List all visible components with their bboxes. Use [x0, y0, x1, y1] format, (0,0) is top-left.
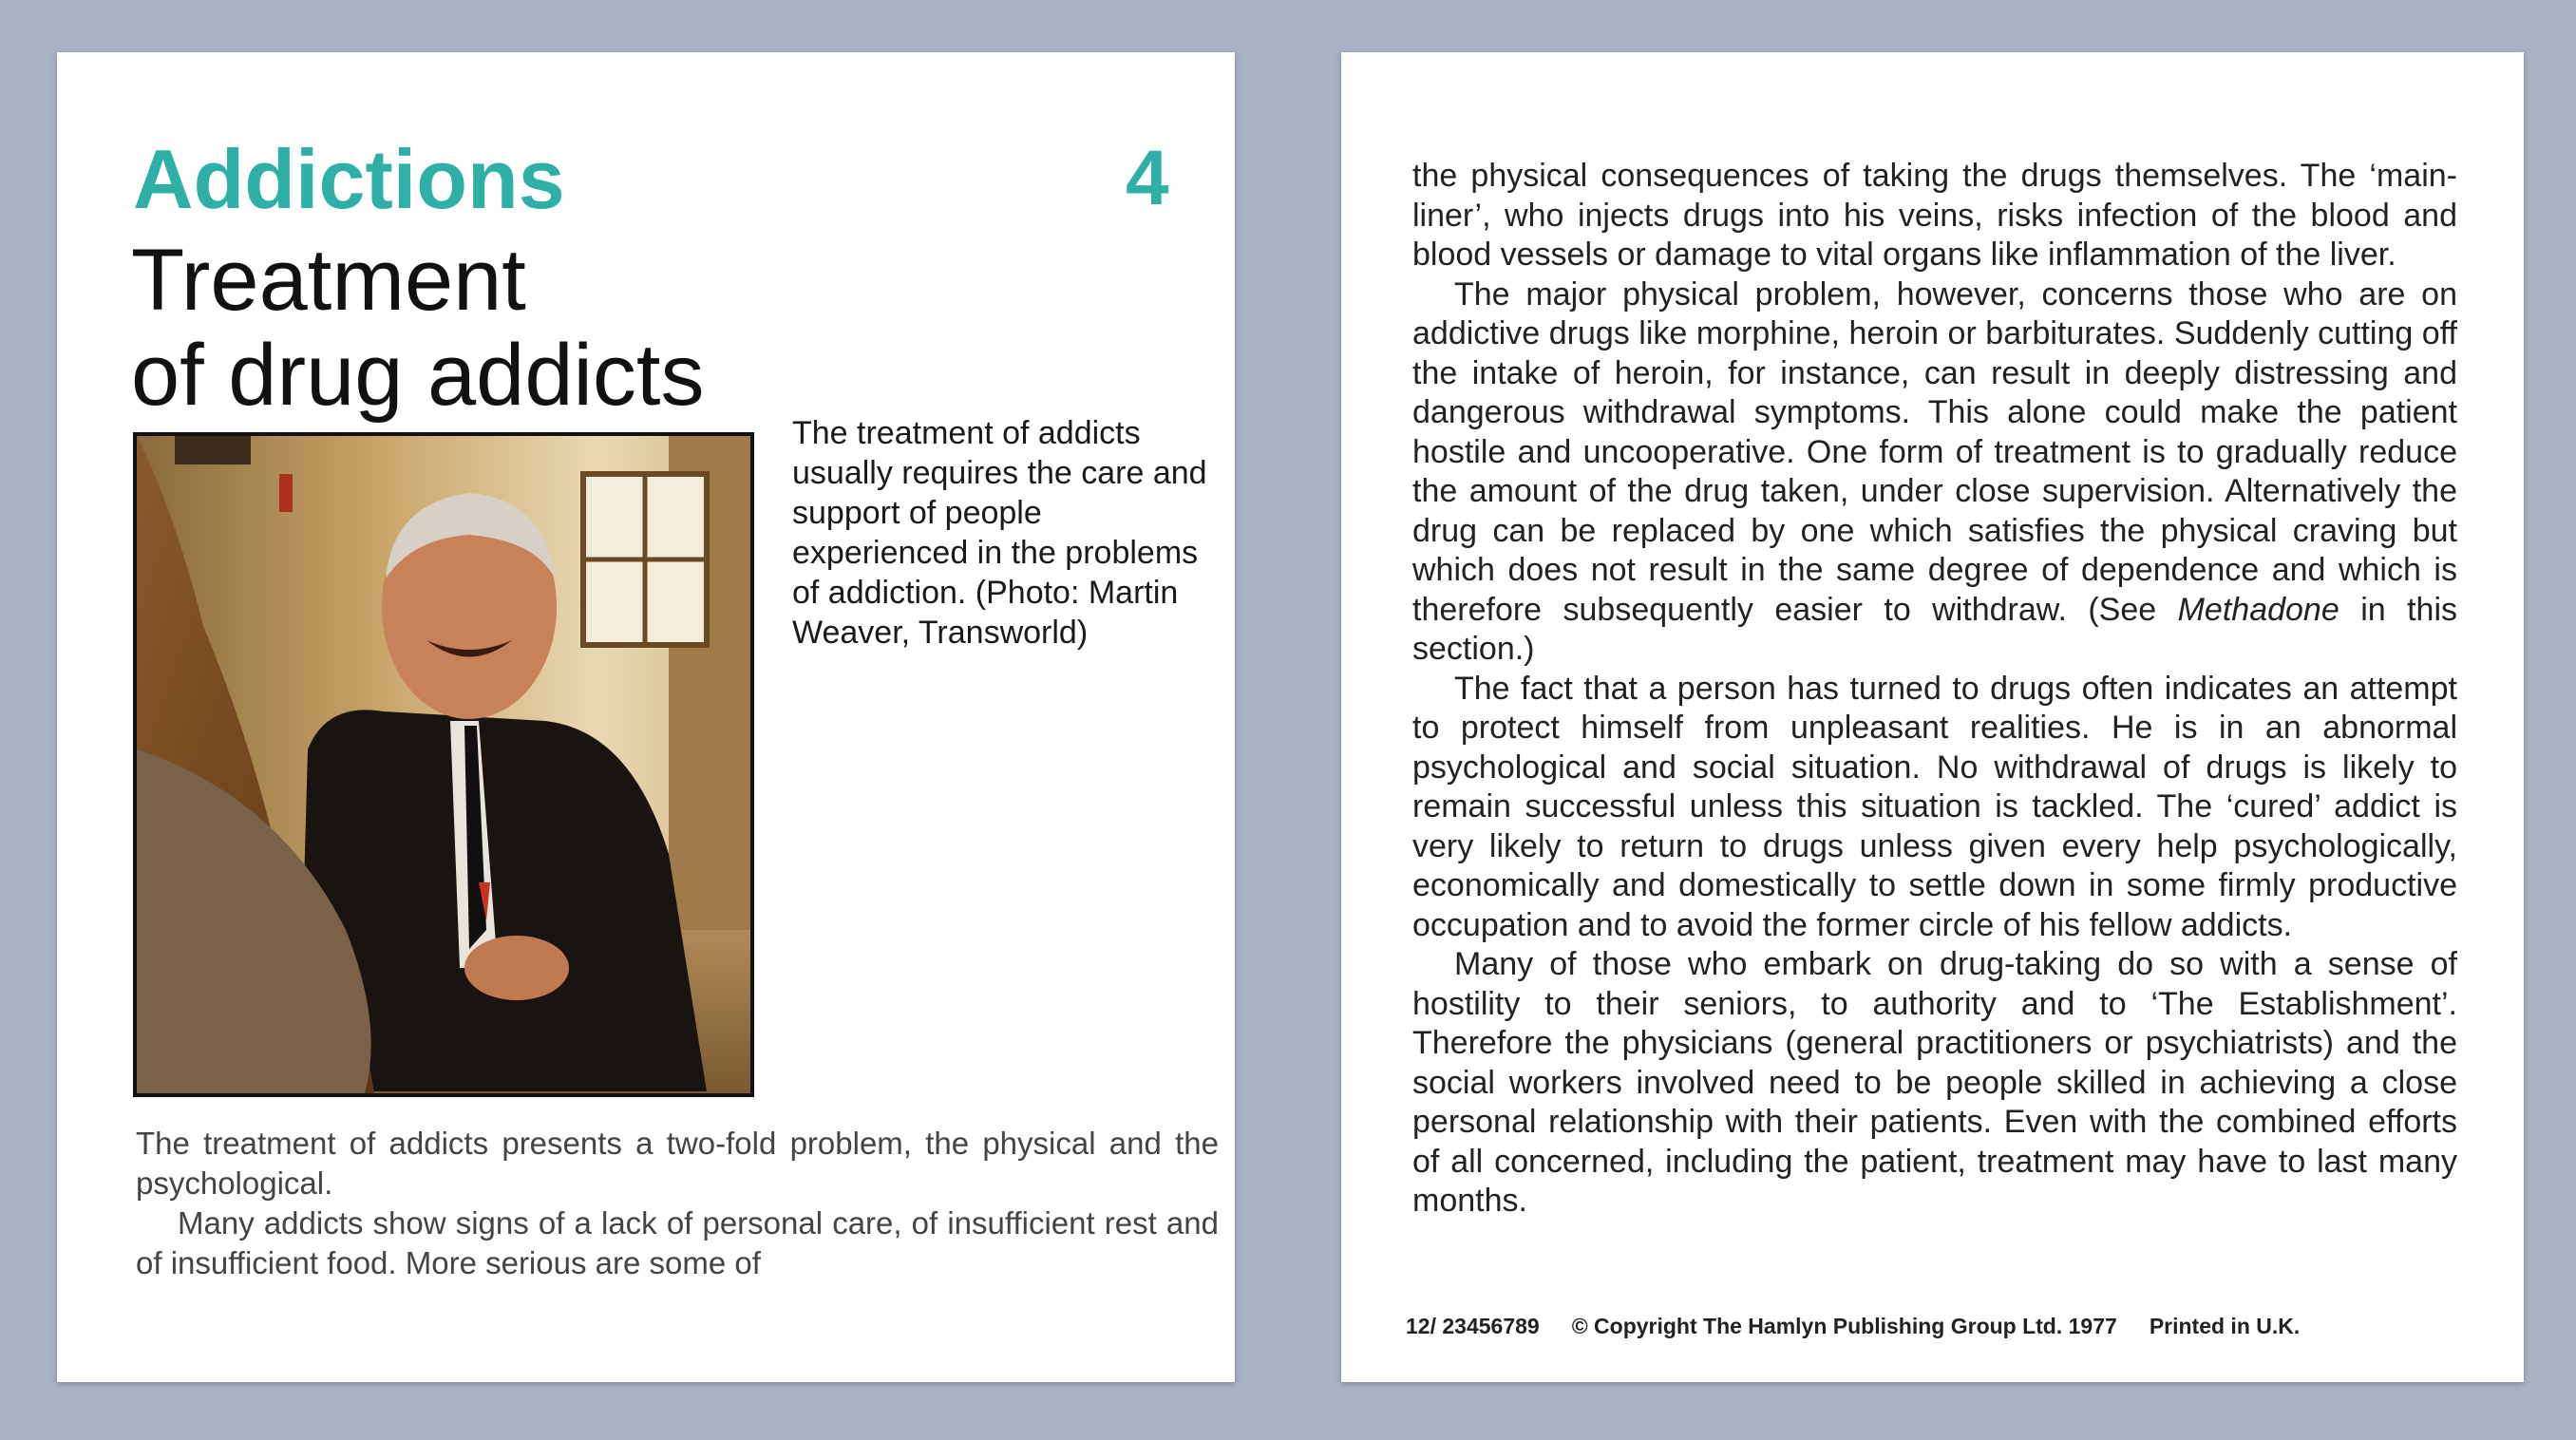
photo-caption: The treatment of addicts usually requires the care and support of people experienced in the problems of addiction. (Photo: Martin Weaver, Transworld)	[792, 415, 1207, 651]
back-paragraph-3: The fact that a person has turned to drugs often indicates an attempt to protect himself from unpleasant realities. He is in an abnormal psychological and social situation. No withdrawal of drugs is likely to remain successful unless this situation is tackled. The ‘cured’ addict is very likely to return to drugs unless given every help psychologically, economically and domestically to settle down in some firmly productive occupation and to avoid the former circle of his fellow addicts.	[1412, 670, 2457, 943]
footer-code: 12/ 23456789	[1406, 1314, 1540, 1338]
back-paragraph-2	[1412, 275, 2457, 670]
back-footer	[1406, 1314, 2489, 1339]
photo-counsellor-with-patient	[133, 432, 754, 1097]
page-title	[131, 233, 704, 423]
card-number: 4	[1126, 135, 1169, 221]
back-paragraph-4: Many of those who embark on drug-taking do so with a sense of hostility to their seniors, to authority and to ‘The Establishment’. Therefore the physicians (general practitioners or psychiatrists) and the social workers involved need to be people skilled in achieving a close personal relationship with their patients. Even with the combined efforts of all concerned, including the patient, treatment may have to last many months.	[1412, 946, 2457, 1219]
back-paragraph-2-text: The major physical problem, however, concerns those who are on addictive drugs like morphine, heroin or barbiturates. Suddenly cutting off the intake of heroin, for instance, can result in deeply distressing and dangerous withdrawal symptoms. This alone could make the patient hostile and uncooperative. One form of treatment is to gradually reduce the amount of the drug taken, under close supervision. Alternatively the drug can be replaced by one which satisfies the physical craving but which does not result in the same degree of dependence and which is therefore subsequently easier to withdraw. (See	[1412, 275, 2457, 628]
title-line-1: Treatment	[131, 232, 526, 329]
front-paragraph-2: Many addicts show signs of a lack of personal care, of insufficient rest and of insufficient food. More serious are some of	[136, 1205, 1219, 1280]
title-line-2: of drug addicts	[131, 327, 705, 424]
back-paragraph-1: the physical consequences of taking the drugs themselves. The ‘main-liner’, who injects drugs into his veins, risks infection of the blood and blood vessels or damage to vital organs like inflammation of the liver.	[1412, 158, 2457, 273]
front-body-text	[136, 1124, 1219, 1283]
footer-printed: Printed in U.K.	[2149, 1314, 2301, 1338]
front-paragraph-1: The treatment of addicts presents a two-fold problem, the physical and the psychological.	[136, 1126, 1219, 1201]
photo-illustration	[137, 436, 750, 1093]
footer-copyright: © Copyright The Hamlyn Publishing Group Ltd. 1977	[1571, 1314, 2117, 1338]
back-body-text	[1412, 157, 2457, 1222]
series-title: Addictions	[133, 132, 565, 226]
back-paragraph-2-tail: in this section.)	[1412, 591, 2458, 667]
methadone-reference: Methadone	[2177, 591, 2339, 628]
card-back	[1341, 52, 2524, 1382]
card-front	[57, 52, 1235, 1382]
